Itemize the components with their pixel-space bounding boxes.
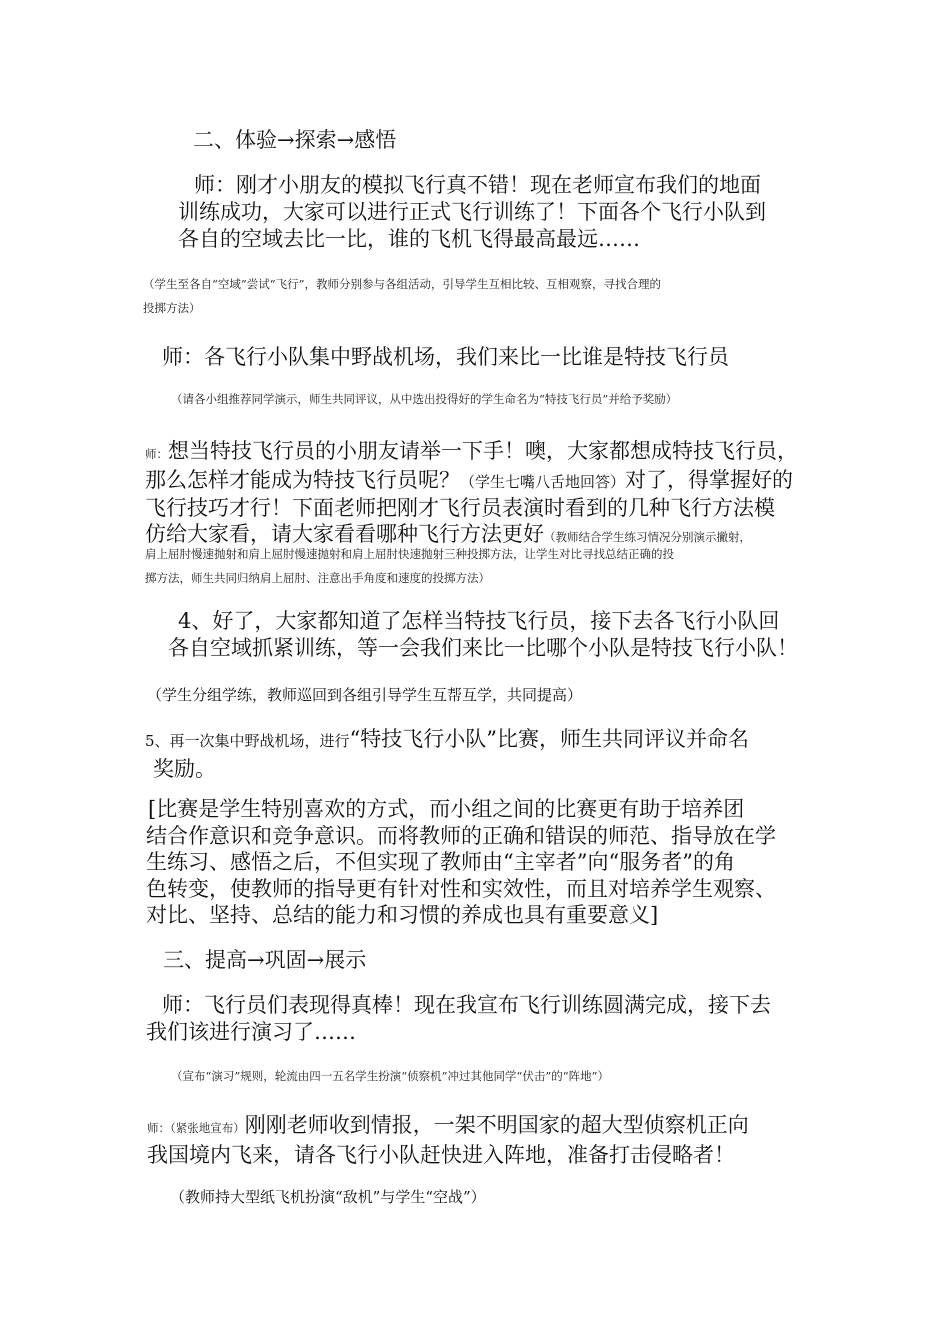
note-line: 掷方法，师生共同归纳肩上屈肘、注意出手角度和速度的投掷方法） [145, 571, 490, 585]
paragraph-line [145, 467, 798, 495]
commentary-block [146, 796, 776, 929]
paragraph-line: 各自空域抓紧训练，等一会我们来比一比哪个小队是特技飞行小队！ [168, 636, 798, 660]
paragraph-5 [145, 725, 749, 783]
commentary-line: 色转变，使教师的指导更有针对性和实效性，而且对培养学生观察、 [146, 876, 776, 901]
activity-note-4: （学生分组学练，教师巡回到各组引导学生互帮互学，共同提高） [147, 686, 583, 704]
line-text: 刚刚老师收到情报，一架不明国家的超大型侦察机正向 [244, 1113, 749, 1137]
line-text: 仿给大家看，请大家看看哪种飞行方法更好 [145, 522, 544, 546]
teacher-paragraph-7 [147, 1112, 749, 1169]
commentary-line: 生练习、感悟之后，不但实现了教师由“主宰者”向“服务者”的角 [146, 850, 735, 874]
paragraph-line [145, 438, 798, 467]
line-text: 5、再一次集中野战机场，进行 [145, 732, 350, 750]
line-text: 想当特技飞行员的小朋友请举一下手！噢，大家都想成特技飞行员， [168, 439, 798, 463]
paragraph-line: 师：刚才小朋友的模拟飞行真不错！现在老师宣布我们的地面 [194, 173, 761, 197]
demonstration-note [145, 542, 674, 590]
activity-note-2: （请各小组推荐同学演示，师生共同评议，从中选出投得好的学生命名为“特技飞行员”并给予奖励） [171, 392, 678, 406]
commentary-line: 结合作意识和竞争意识。而将教师的正确和错误的师范、指导放在学 [146, 823, 776, 848]
line-text: 那么怎样才能成为特技飞行员呢？ [145, 468, 460, 492]
teacher-paragraph-6 [146, 992, 771, 1046]
paragraph-line: 奖励。 [153, 757, 216, 781]
note-line: 投掷方法） [143, 301, 201, 315]
teacher-paragraph-3 [145, 438, 798, 550]
paragraph-line: 飞行技巧才行！下面老师把刚才飞行员表演时看到的几种飞行方法模 [145, 496, 775, 520]
paragraph-line [145, 725, 749, 755]
note-line: （学生至各自“空域”尝试“飞行”，教师分别参与各组活动，引导学生互相比较、互相观察，寻找合理的 [143, 277, 662, 291]
activity-note-6: （宣布“演习”规则，轮流由四一五名学生扮演“侦察机”冲过其他同学“伏击”的“阵地”） [171, 1069, 610, 1083]
teacher-paragraph-1 [178, 172, 766, 253]
teacher-paragraph-2: 师：各飞行小队集中野战机场，我们来比一比谁是特技飞行员 [162, 345, 729, 369]
paragraph-line: 训练成功，大家可以进行正式飞行训练了！下面各个飞行小队到 [178, 200, 766, 224]
commentary-line: 对比、坚持、总结的能力和习惯的养成也具有重要意义] [146, 903, 659, 927]
inline-note: （教师结合学生练习情况分别演示撇射， [544, 530, 751, 544]
paragraph-line [147, 1112, 749, 1142]
line-text: “特技飞行小队”比赛，师生共同评议并命名 [349, 727, 750, 751]
speaker-label: 师：（紧张地宣布） [147, 1121, 245, 1135]
activity-note-1 [143, 272, 661, 320]
section-2-heading: 二、体验→探索→感悟 [193, 128, 397, 152]
commentary-line: [比赛是学生特别喜欢的方式，而小组之间的比赛更有助于培养团 [148, 797, 745, 821]
paragraph-line: 4、好了，大家都知道了怎样当特技飞行员，接下去各飞行小队回 [178, 609, 780, 633]
activity-note-7: （教师持大型纸飞机扮演“敌机”与学生“空战”） [170, 1188, 486, 1206]
paragraph-line: 各自的空域去比一比，谁的飞机飞得最高最远…… [178, 227, 640, 251]
paragraph-line: 我国境内飞来，请各飞行小队赶快进入阵地，准备打击侵略者！ [147, 1143, 735, 1167]
paragraph-line: 师：飞行员们表现得真棒！现在我宣布飞行训练圆满完成，接下去 [162, 993, 771, 1017]
line-text: 对了，得掌握好的 [625, 468, 794, 492]
paragraph-4 [168, 608, 798, 662]
speaker-label: 师： [145, 447, 168, 461]
inline-note: （学生七嘴八舌地回答） [460, 473, 626, 491]
note-line: 肩上屈肘慢速抛射和肩上屈肘慢速抛射和肩上屈肘快速抛射三种投掷方法，让学生对比寻找总结正确的投 [145, 547, 674, 561]
section-3-heading: 三、提高→巩固→展示 [163, 948, 367, 972]
paragraph-line: 我们该进行演习了…… [146, 1020, 356, 1044]
